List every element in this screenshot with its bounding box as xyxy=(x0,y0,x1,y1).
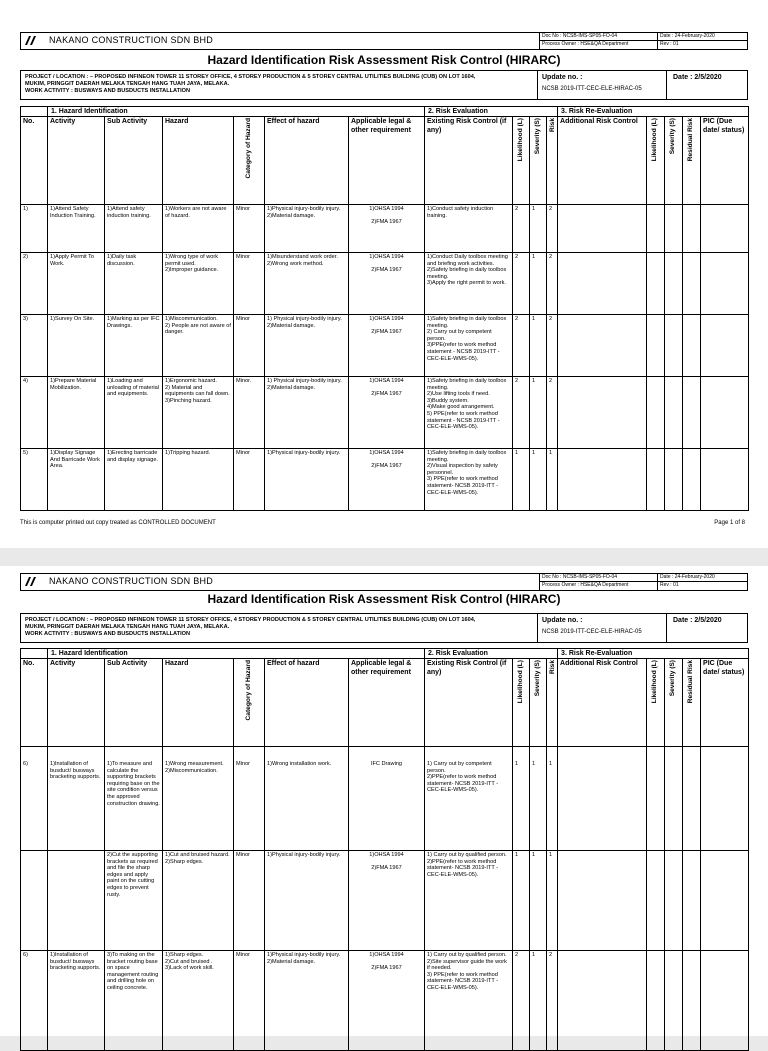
col-pic: PIC (Due date/ status) xyxy=(701,659,749,747)
sub-activity-cell: 2)Cut the supporting brackets as required and file the sharp edges and apply paint on the cutting edges to prevent rusty. xyxy=(105,851,163,951)
document-page-2 xyxy=(0,566,768,1036)
sub-activity-cell: 3)To making on the bracket routing base on space management routing and drilling hole on ceiling concrete. xyxy=(105,951,163,1051)
hazard-cell: 1)Ergonomic hazard. 2) Material and equipments can fall down. 3)Pinching hazard. xyxy=(163,377,234,449)
legal-requirement-cell: 1)OHSA 1994 2)FMA 1967 xyxy=(349,315,425,377)
section-hazard-identification: 1. Hazard Identification xyxy=(48,107,425,117)
existing-control-cell: 1)Conduct safety induction training. xyxy=(425,205,513,253)
sub-activity-cell: 1)Marking as per IFC Drawings. xyxy=(105,315,163,377)
col-additional-control: Additional Risk Control xyxy=(558,659,647,747)
section-hazard-identification: 1. Hazard Identification xyxy=(48,649,425,659)
col-severity-2: Severity (S) xyxy=(665,117,683,205)
document-header xyxy=(20,32,748,50)
activity-cell xyxy=(48,851,105,951)
doc-info xyxy=(539,574,658,590)
col-category: Category of Hazard xyxy=(234,117,265,205)
additional-control-cell xyxy=(558,747,647,851)
table-row xyxy=(21,449,749,511)
process-owner: Process Owner : HSE&QA Department xyxy=(542,41,629,47)
pic-cell xyxy=(701,851,749,951)
column-header-row xyxy=(21,659,749,747)
project-info xyxy=(20,613,748,643)
sub-activity-cell: 1)Loading and unloading of material and equipments. xyxy=(105,377,163,449)
table-row xyxy=(21,205,749,253)
update-label: Update no. : xyxy=(542,74,583,81)
likelihood-cell: 2 xyxy=(513,253,530,315)
severity-cell: 1 xyxy=(530,449,547,511)
company-name: NAKANO CONSTRUCTION SDN BHD xyxy=(49,35,214,45)
risk-cell: 1 xyxy=(547,747,558,851)
existing-control-cell: 1) Carry out by qualified person. 2)Site supervisor guide the work if needed. 3) PPE(refer to work method statement- NCSB 2019-ITT -CEC-ELE-WMS-05). xyxy=(425,951,513,1051)
pic-cell xyxy=(701,951,749,1051)
activity-cell: 1)Display Signage And Barricade Work Area. xyxy=(48,449,105,511)
effect-cell: 1) Physical injury-bodily injury. 2)Material damage. xyxy=(265,315,349,377)
column-header-row xyxy=(21,117,749,205)
residual-risk-cell xyxy=(683,951,701,1051)
table-row xyxy=(21,951,749,1051)
col-likelihood-2: Likelihood (L) xyxy=(647,659,665,747)
severity-2-cell xyxy=(665,377,683,449)
table-row xyxy=(21,851,749,951)
likelihood-2-cell xyxy=(647,253,665,315)
col-residual-risk: Residual Risk xyxy=(683,659,701,747)
pic-cell xyxy=(701,449,749,511)
col-residual-risk: Residual Risk xyxy=(683,117,701,205)
legal-requirement-cell: 1)OHSA 1994 2)FMA 1967 xyxy=(349,449,425,511)
residual-risk-cell xyxy=(683,205,701,253)
pic-cell xyxy=(701,253,749,315)
col-existing-control: Existing Risk Control (if any) xyxy=(425,117,513,205)
document-title: Hazard Identification Risk Assessment Risk Control (HIRARC) xyxy=(207,592,561,606)
row-number: 1) xyxy=(21,205,48,253)
row-number: 6) xyxy=(21,747,48,851)
col-risk: Risk xyxy=(547,659,558,747)
col-likelihood-2: Likelihood (L) xyxy=(647,117,665,205)
date-box xyxy=(666,71,748,99)
section-risk-evaluation: 2. Risk Evaluation xyxy=(425,107,558,117)
legal-requirement-cell: 1)OHSA 1994 2)FMA 1967 xyxy=(349,205,425,253)
effect-cell: 1)Physical injury-bodily injury. xyxy=(265,851,349,951)
col-sub-activity: Sub Activity xyxy=(105,659,163,747)
hazard-cell: 1)Sharp edges. 2)Cut and bruised . 3)Lack of work skill. xyxy=(163,951,234,1051)
existing-control-cell: 1)Safety briefing in daily toolbox meeting. 2)Use lifting tools if need. 3)Buddy system. 4)Make good arrangement. 5) PPE(refer to work method statement - NCSB 2019-ITT -CEC-ELE-WMS-05). xyxy=(425,377,513,449)
additional-control-cell xyxy=(558,851,647,951)
pic-cell xyxy=(701,377,749,449)
doc-number: Doc No : NCSB-IMS-SP05-FO-04 xyxy=(540,33,658,41)
section-header-row xyxy=(21,649,749,659)
hirarc-table xyxy=(20,648,749,1051)
residual-risk-cell xyxy=(683,851,701,951)
legal-requirement-cell: 1)OHSA 1994 2)FMA 1967 xyxy=(349,377,425,449)
update-label: Update no. : xyxy=(542,617,583,624)
residual-risk-cell xyxy=(683,747,701,851)
col-sub-activity: Sub Activity xyxy=(105,117,163,205)
project-line-2: MUKIM, PRINGGIT DAERAH MELAKA TENGAH HANG TUAH JAYA, MELAKA. xyxy=(25,81,230,88)
col-effect: Effect of hazard xyxy=(265,659,349,747)
existing-control-cell: 1)Safety briefing in daily toolbox meeting. 2)Visual inspection by safety personnel. 3) PPE(refer to work method statement- NCSB 2019-ITT -CEC-ELE-WMS-05). xyxy=(425,449,513,511)
company-name: NAKANO CONSTRUCTION SDN BHD xyxy=(49,576,214,586)
likelihood-2-cell xyxy=(647,315,665,377)
col-hazard: Hazard xyxy=(163,659,234,747)
residual-risk-cell xyxy=(683,315,701,377)
col-severity: Severity (S) xyxy=(530,659,547,747)
doc-revision-info xyxy=(657,574,748,590)
pic-cell xyxy=(701,747,749,851)
category-cell: Minor xyxy=(234,449,265,511)
section-risk-reevaluation: 3. Risk Re-Evaluation xyxy=(558,649,749,659)
col-pic: PIC (Due date/ status) xyxy=(701,117,749,205)
col-hazard: Hazard xyxy=(163,117,234,205)
hazard-cell: 1)Wrong measurement. 2)Miscommunication. xyxy=(163,747,234,851)
activity-cell: 1)Installation of busduct/ busways bracketing supports. xyxy=(48,747,105,851)
work-activity: WORK ACTIVITY : BUSWAYS AND BUSDUCTS INSTALLATION xyxy=(25,631,191,638)
category-cell: Minor xyxy=(234,315,265,377)
category-cell: Minor xyxy=(234,205,265,253)
row-number: 6) xyxy=(21,951,48,1051)
col-category: Category of Hazard xyxy=(234,659,265,747)
pic-cell xyxy=(701,205,749,253)
category-cell: Minor xyxy=(234,747,265,851)
legal-requirement-cell: 1)OHSA 1994 2)FMA 1967 xyxy=(349,253,425,315)
additional-control-cell xyxy=(558,449,647,511)
likelihood-cell: 1 xyxy=(513,747,530,851)
hazard-cell: 1)Workers are not aware of hazard. xyxy=(163,205,234,253)
col-existing-control: Existing Risk Control (if any) xyxy=(425,659,513,747)
date-label: Date : 2/5/2020 xyxy=(673,617,722,624)
effect-cell: 1)Physical injury-bodily injury. 2)Material damage. xyxy=(265,951,349,1051)
doc-rev: Rev : 01 xyxy=(660,582,679,588)
table-row xyxy=(21,377,749,449)
severity-cell: 1 xyxy=(530,315,547,377)
severity-2-cell xyxy=(665,205,683,253)
severity-cell: 1 xyxy=(530,951,547,1051)
effect-cell: 1)Physical injury-bodily injury. 2)Material damage. xyxy=(265,205,349,253)
row-number: 3) xyxy=(21,315,48,377)
effect-cell: 1)Misunderstand work order. 2)Wrong work method. xyxy=(265,253,349,315)
likelihood-2-cell xyxy=(647,951,665,1051)
likelihood-2-cell xyxy=(647,747,665,851)
project-line-1: PROJECT / LOCATION : – PROPOSED INFINEON TOWER 11 STOREY OFFICE, 4 STOREY PRODUCTION & 5 STOREY CENTRAL UTILITIES BUILDING (CUB) ON LOT 1604, xyxy=(25,617,476,623)
doc-date: Date : 24-February-2020 xyxy=(658,574,748,582)
col-severity: Severity (S) xyxy=(530,117,547,205)
activity-cell: 1)Apply Permit To Work. xyxy=(48,253,105,315)
hirarc-table xyxy=(20,106,749,511)
activity-cell: 1)Prepare Material Mobilization. xyxy=(48,377,105,449)
company-logo-icon xyxy=(24,35,38,46)
update-value: NCSB 2019-ITT-CEC-ELE-HIRAC-05 xyxy=(542,86,642,92)
sub-activity-cell: 1)Attend safety induction training. xyxy=(105,205,163,253)
company-logo-icon xyxy=(24,576,38,587)
date-label: Date : 2/5/2020 xyxy=(673,74,722,81)
severity-cell: 1 xyxy=(530,253,547,315)
residual-risk-cell xyxy=(683,377,701,449)
category-cell: Minor. xyxy=(234,377,265,449)
category-cell: Minor xyxy=(234,851,265,951)
likelihood-cell: 2 xyxy=(513,377,530,449)
likelihood-cell: 2 xyxy=(513,315,530,377)
col-legal: Applicable legal & other requirement xyxy=(349,117,425,205)
table-row xyxy=(21,315,749,377)
col-risk: Risk xyxy=(547,117,558,205)
doc-date: Date : 24-February-2020 xyxy=(658,33,748,41)
likelihood-cell: 1 xyxy=(513,449,530,511)
likelihood-cell: 1 xyxy=(513,851,530,951)
sub-activity-cell: 1)Erecting barricade and display signage. xyxy=(105,449,163,511)
additional-control-cell xyxy=(558,377,647,449)
category-cell: Minor xyxy=(234,951,265,1051)
document-title: Hazard Identification Risk Assessment Risk Control (HIRARC) xyxy=(207,53,561,67)
residual-risk-cell xyxy=(683,449,701,511)
hazard-cell: 1)Tripping hazard. xyxy=(163,449,234,511)
severity-2-cell xyxy=(665,449,683,511)
severity-cell: 1 xyxy=(530,205,547,253)
likelihood-2-cell xyxy=(647,449,665,511)
sub-activity-cell: 1)To measure and calculate the supporting brackets requiring base on the site condition versus the approved construction drawing. xyxy=(105,747,163,851)
hazard-cell: 1)Cut and bruised hazard. 2)Sharp edges. xyxy=(163,851,234,951)
severity-2-cell xyxy=(665,747,683,851)
row-number xyxy=(21,851,48,951)
col-likelihood: Likelihood (L) xyxy=(513,659,530,747)
doc-rev: Rev : 01 xyxy=(660,41,679,47)
section-risk-evaluation: 2. Risk Evaluation xyxy=(425,649,558,659)
likelihood-cell: 2 xyxy=(513,205,530,253)
risk-cell: 2 xyxy=(547,377,558,449)
legal-requirement-cell: 1)OHSA 1994 2)FMA 1967 xyxy=(349,951,425,1051)
row-number: 2) xyxy=(21,253,48,315)
risk-cell: 1 xyxy=(547,851,558,951)
risk-cell: 2 xyxy=(547,315,558,377)
risk-cell: 2 xyxy=(547,205,558,253)
col-likelihood: Likelihood (L) xyxy=(513,117,530,205)
risk-cell: 2 xyxy=(547,951,558,1051)
update-value: NCSB 2019-ITT-CEC-ELE-HIRAC-05 xyxy=(542,629,642,635)
row-number: 5) xyxy=(21,449,48,511)
existing-control-cell: 1) Carry out by competent person. 2)PPE(refer to work method statement- NCSB 2019-ITT -CEC-ELE-WMS-05). xyxy=(425,747,513,851)
page-number: Page 1 of 8 xyxy=(714,520,745,526)
update-box xyxy=(537,71,666,99)
severity-cell: 1 xyxy=(530,851,547,951)
col-activity: Activity xyxy=(48,659,105,747)
severity-2-cell xyxy=(665,851,683,951)
project-line-1: PROJECT / LOCATION : – PROPOSED INFINEON TOWER 11 STOREY OFFICE, 4 STOREY PRODUCTION & 5 STOREY CENTRAL UTILITIES BUILDING (CUB) ON LOT 1604, xyxy=(25,74,476,80)
severity-cell: 1 xyxy=(530,377,547,449)
process-owner: Process Owner : HSE&QA Department xyxy=(542,582,629,588)
work-activity: WORK ACTIVITY : BUSWAYS AND BUSDUCTS INSTALLATION xyxy=(25,88,191,95)
document-header xyxy=(20,573,748,591)
residual-risk-cell xyxy=(683,253,701,315)
legal-requirement-cell: 1)OHSA 1994 2)FMA 1967 xyxy=(349,851,425,951)
row-number: 4) xyxy=(21,377,48,449)
additional-control-cell xyxy=(558,253,647,315)
hazard-cell: 1)Wrong type of work permit used. 2)Improper guidance. xyxy=(163,253,234,315)
existing-control-cell: 1) Carry out by qualified person. 2)PPE(refer to work method statement- NCSB 2019-ITT -CEC-ELE-WMS-05). xyxy=(425,851,513,951)
additional-control-cell xyxy=(558,315,647,377)
project-line-2: MUKIM, PRINGGIT DAERAH MELAKA TENGAH HANG TUAH JAYA, MELAKA. xyxy=(25,624,230,631)
likelihood-cell: 2 xyxy=(513,951,530,1051)
sub-activity-cell: 1)Daily task discussion. xyxy=(105,253,163,315)
risk-cell: 1 xyxy=(547,449,558,511)
additional-control-cell xyxy=(558,205,647,253)
section-header-row xyxy=(21,107,749,117)
likelihood-2-cell xyxy=(647,205,665,253)
col-additional-control: Additional Risk Control xyxy=(558,117,647,205)
effect-cell: 1) Physical injury-bodily injury. 2)Material damage. xyxy=(265,377,349,449)
col-no: No. xyxy=(21,117,48,205)
doc-info xyxy=(539,33,658,49)
footer-note: This is computer printed out copy treated as CONTROLLED DOCUMENT xyxy=(20,520,216,526)
col-activity: Activity xyxy=(48,117,105,205)
category-cell: Minor xyxy=(234,253,265,315)
doc-number: Doc No : NCSB-IMS-SP05-FO-04 xyxy=(540,574,658,582)
activity-cell: 1)Survey On Site. xyxy=(48,315,105,377)
activity-cell: 1)Attend Safety Induction Training. xyxy=(48,205,105,253)
col-effect: Effect of hazard xyxy=(265,117,349,205)
additional-control-cell xyxy=(558,951,647,1051)
section-risk-reevaluation: 3. Risk Re-Evaluation xyxy=(558,107,749,117)
effect-cell: 1)Physical injury-bodily injury. xyxy=(265,449,349,511)
date-box xyxy=(666,614,748,642)
table-row xyxy=(21,747,749,851)
legal-requirement-cell: IFC Drawing xyxy=(349,747,425,851)
likelihood-2-cell xyxy=(647,377,665,449)
doc-revision-info xyxy=(657,33,748,49)
col-severity-2: Severity (S) xyxy=(665,659,683,747)
project-info xyxy=(20,70,748,100)
severity-2-cell xyxy=(665,253,683,315)
effect-cell: 1)Wrong installation work. xyxy=(265,747,349,851)
existing-control-cell: 1)Conduct Daily toolbox meeting and briefing work activities. 2)Safety briefing in daily toolbox meeting. 3)Apply the right permit to work. xyxy=(425,253,513,315)
col-legal: Applicable legal & other requirement xyxy=(349,659,425,747)
hazard-cell: 1)Miscommunication. 2) People are not aware of danger. xyxy=(163,315,234,377)
severity-2-cell xyxy=(665,315,683,377)
col-no: No. xyxy=(21,659,48,747)
risk-cell: 2 xyxy=(547,253,558,315)
update-box xyxy=(537,614,666,642)
existing-control-cell: 1)Safety briefing in daily toolbox meeting. 2) Carry out by competent person. 3)PPE(refer to work method statement - NCSB 2019-ITT -CEC-ELE-WMS-05). xyxy=(425,315,513,377)
table-row xyxy=(21,253,749,315)
activity-cell: 1)Installation of busduct/ busways bracketing supports. xyxy=(48,951,105,1051)
severity-2-cell xyxy=(665,951,683,1051)
pic-cell xyxy=(701,315,749,377)
severity-cell: 1 xyxy=(530,747,547,851)
likelihood-2-cell xyxy=(647,851,665,951)
